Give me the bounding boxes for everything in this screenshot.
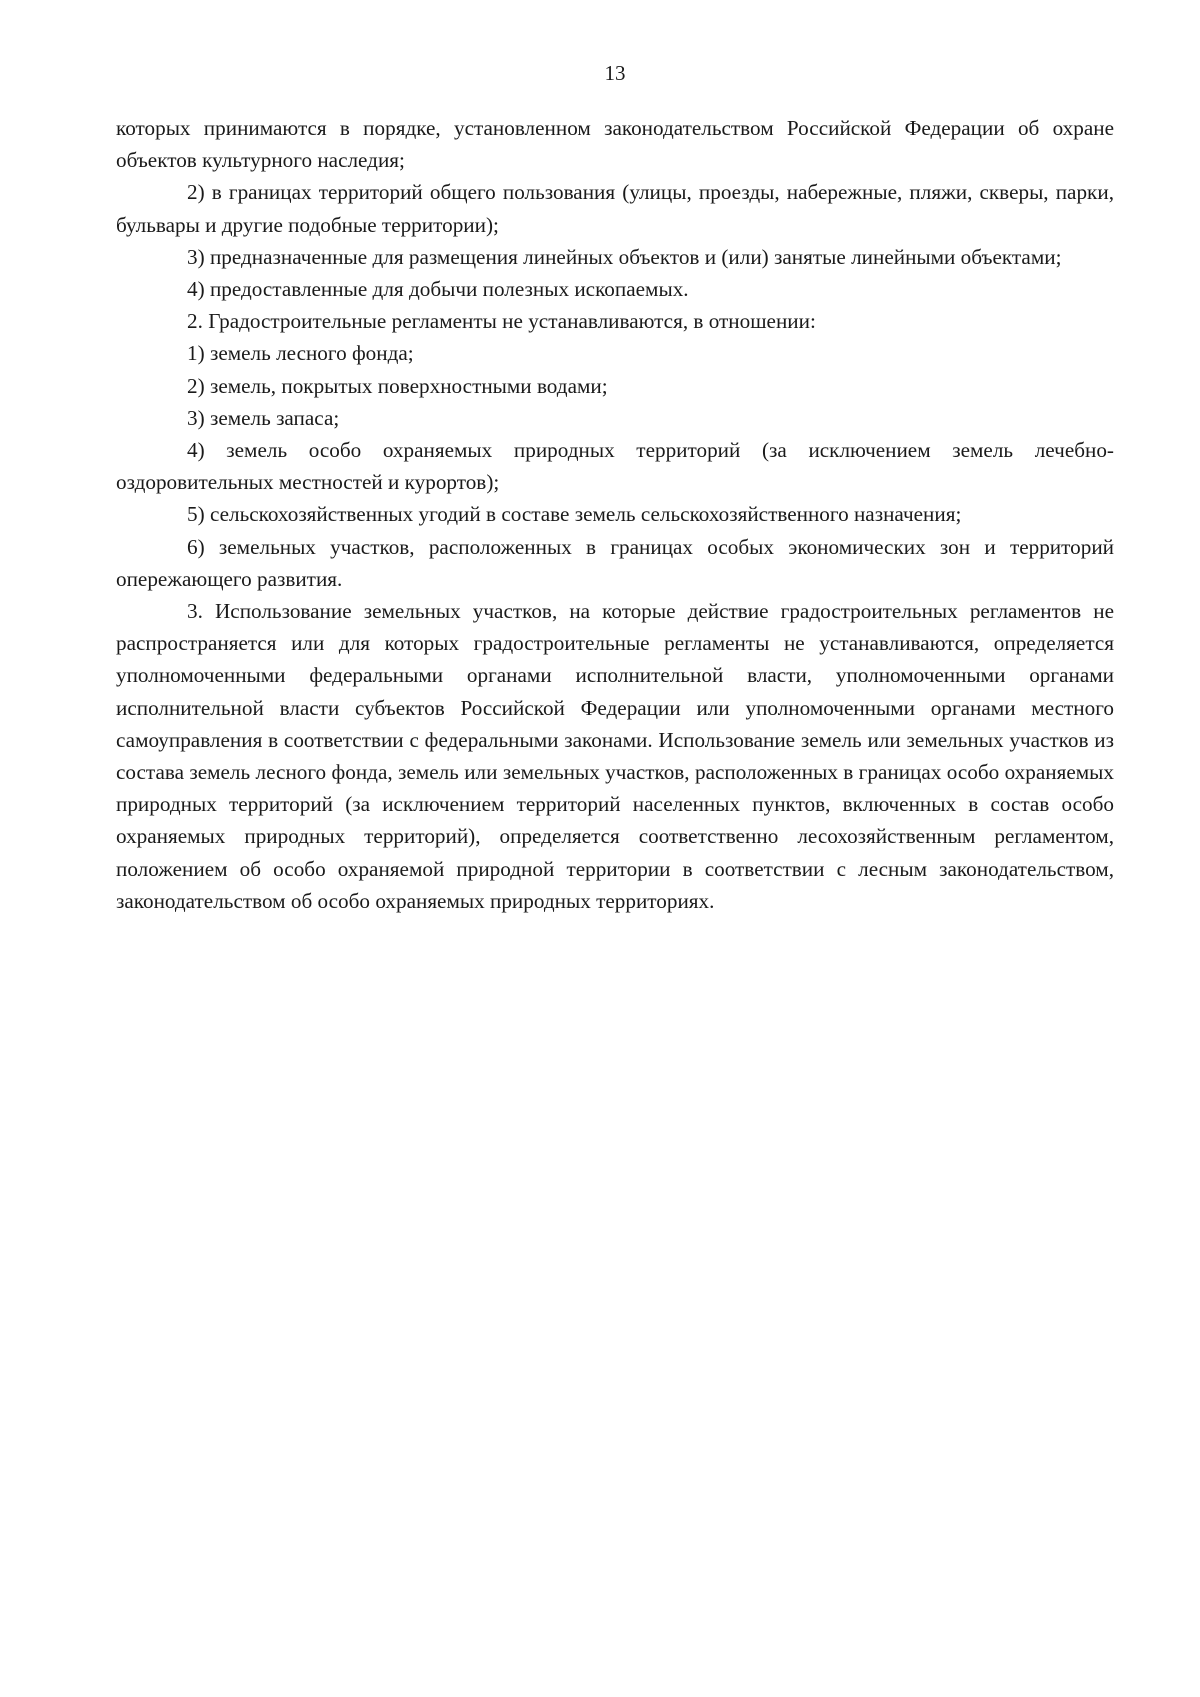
paragraph-section-2: 2. Градостроительные регламенты не устанавливаются, в отношении: [187,309,816,334]
paragraph-item-2-public-use: 2) в границах территорий общего пользования (улицы, проезды, набережные, пляжи, скверы, парки, бульвары и другие подобные территории); [116,180,1114,237]
paragraph-item-6-economic-zones: 6) земельных участков, расположенных в границах особых экономических зон и территорий опережающего развития. [116,534,1114,591]
paragraph-continuation: которых принимаются в порядке, установленном законодательством Российской Федерации об охране объектов культурного наследия; [116,116,1114,173]
paragraph-item-4-minerals: 4) предоставленные для добычи полезных ископаемых. [187,277,689,302]
paragraph-item-4-protected: 4) земель особо охраняемых природных территорий (за исключением земель лечебно-оздоровительных местностей и курортов); [116,438,1114,495]
page-number: 13 [604,61,626,85]
document-body [116,112,1114,917]
paragraph-item-1-forest-fund: 1) земель лесного фонда; [187,341,414,366]
paragraph-item-3-reserve: 3) земель запаса; [187,405,340,430]
paragraph-item-3-linear-objects: 3) предназначенные для размещения линейных объектов и (или) занятые линейными объектами; [187,244,1062,269]
paragraph-section-3: 3. Использование земельных участков, на которые действие градостроительных регламентов не распространяется или для которых градостроительные регламенты не устанавливаются, определяется уполномоченными федеральными органами исполнительной власти, уполномоченными органами исполнительной власти субъектов Российской Федерации или уполномоченными органами местного самоуправления в соответствии с федеральными законами. Использование земель или земельных участков из состава земель лесного фонда, земель или земельных участков, расположенных в границах особо охраняемых природных территорий (за исключением территорий населенных пунктов, включенных в состав особо охраняемых природных территорий), определяется соответственно лесохозяйственным регламентом, положением об особо охраняемой природной территории в соответствии с лесным законодательством, законодательством об особо охраняемых природных территориях. [116,599,1114,913]
paragraph-item-2-water: 2) земель, покрытых поверхностными водами; [187,373,608,398]
paragraph-item-5-agricultural: 5) сельскохозяйственных угодий в составе земель сельскохозяйственного назначения; [187,502,962,527]
